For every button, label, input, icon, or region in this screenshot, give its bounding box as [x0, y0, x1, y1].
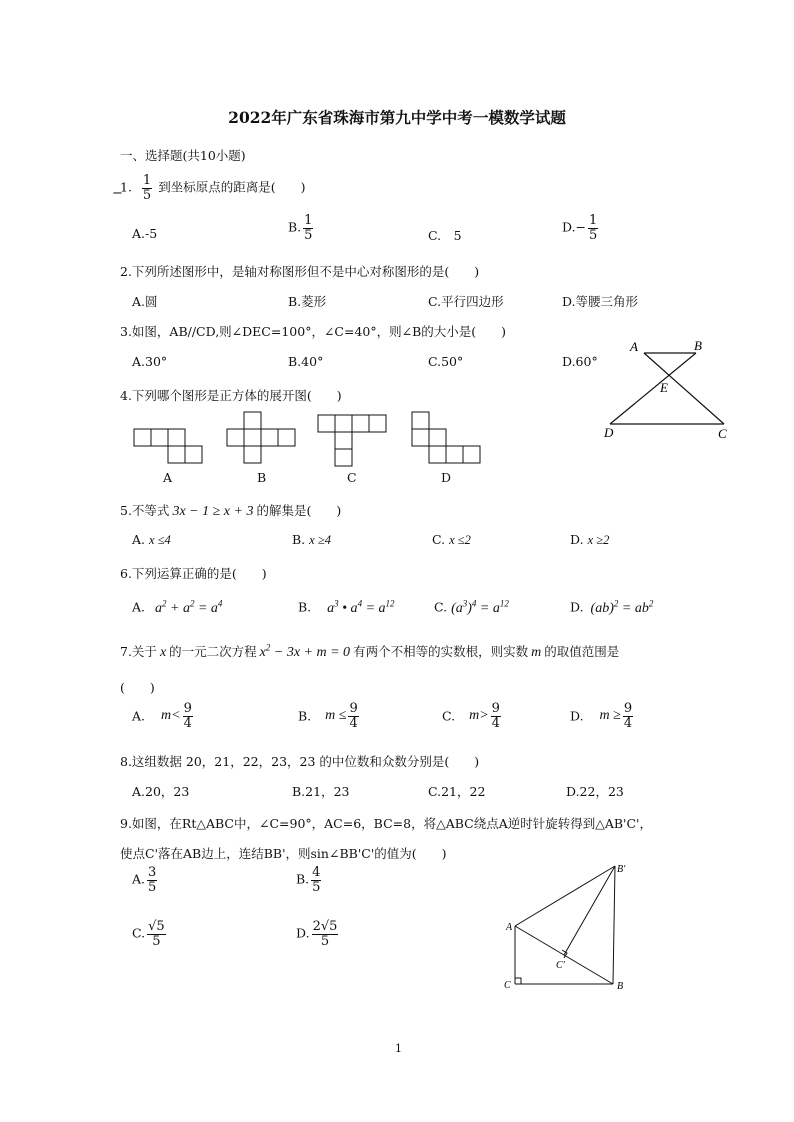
q7-option-d: D. m ≥ $\frac{9}{4}$ [570, 701, 633, 731]
q1-option-b: B. $\frac{1}{5}$ [288, 213, 313, 243]
question-5: 5.不等式 3x − 1 ≥ x + 3 的解集是( ) [120, 503, 342, 519]
page-title: 2022年广东省珠海市第九中学中考一模数学试题 [228, 108, 566, 127]
net-c [318, 415, 386, 466]
q1-minus-sign: − [112, 186, 123, 201]
label-e: E [660, 380, 668, 395]
label-a: A [630, 339, 638, 354]
q1-fraction: $\frac{1}{5}$ [142, 173, 152, 203]
segment-bb-prime [613, 866, 615, 984]
q4-label-c: C [347, 470, 357, 485]
q2-option-d: D.等腰三角形 [562, 294, 639, 309]
question-3: 3.如图，AB//CD,则∠DEC=100°，∠C=40°，则∠B的大小是( ) [120, 324, 507, 339]
q9-option-c: C. $\frac{√5}{5}$ [132, 919, 165, 949]
q3-option-a: A.30° [132, 354, 168, 369]
q1-option-d: D.− $\frac{1}{5}$ [562, 213, 598, 243]
q4-nets [130, 410, 490, 490]
label-b: B [617, 981, 624, 992]
net-b [227, 412, 295, 463]
label-c: C [718, 426, 727, 441]
q9-figure [498, 856, 648, 996]
segment-b-prime-c-prime [564, 866, 615, 955]
question-7: 7.关于 x 的一元二次方程 $x^2 - 3x + m = 0$ 有两个不相等的实数根，则实数 m 的取值范围是 [120, 642, 620, 660]
net-d [412, 412, 480, 463]
q7-paren: ( ) [120, 680, 155, 695]
question-9-line-2: 使点C'落在AB边上，连结BB'，则sin∠BB'C'的值为( ) [120, 846, 447, 861]
q6-option-a: A. $a^2 + a^2 = a^4$ [132, 598, 223, 616]
right-angle-c [515, 978, 521, 984]
question-1: 1. $\frac{1}{5}$ 到坐标原点的距离是( ) [120, 173, 306, 203]
question-9-line-1: 9.如图，在Rt△ABC中，∠C=90°，AC=6，BC=8，将△ABC绕点A逆时针旋转得到△AB'C'， [120, 816, 652, 831]
q1-option-c: C. 5 [428, 228, 462, 243]
question-2: 2.下列所述图形中，是轴对称图形但不是中心对称图形的是( ) [120, 264, 480, 279]
q7-option-b: B. m ≤ $\frac{9}{4}$ [298, 701, 358, 731]
q3-figure [596, 336, 736, 446]
q2-option-a: A.圆 [132, 294, 158, 309]
q9-option-d: D. $\frac{2√5}{5}$ [296, 919, 338, 949]
label-d: D [604, 425, 614, 440]
q2-option-c: C.平行四边形 [428, 294, 504, 309]
q9-option-a: A. $\frac{3}{5}$ [132, 865, 157, 895]
q8-option-b: B.21，23 [292, 784, 350, 799]
segment-ab-prime [515, 866, 615, 926]
label-a: A [506, 922, 513, 933]
q5-option-d: D. x ≥2 [570, 532, 610, 547]
question-6: 6.下列运算正确的是( ) [120, 566, 267, 581]
q6-option-b: B. $a^3$ • $a^4 = a^{12}$ [298, 598, 395, 616]
q3-option-c: C.50° [428, 354, 464, 369]
q1-option-a: A.-5 [132, 226, 158, 241]
label-c-prime: C' [556, 960, 565, 971]
q2-option-b: B.菱形 [288, 294, 327, 309]
q8-option-c: C.21，22 [428, 784, 486, 799]
q7-option-a: A. m< $\frac{9}{4}$ [132, 701, 192, 731]
q3-option-d: D.60° [562, 354, 598, 369]
net-a [134, 429, 202, 463]
q4-label-a: A [163, 470, 173, 485]
page-number: 1 [395, 1042, 402, 1055]
q5-option-a: A. x ≤4 [132, 532, 171, 547]
q8-option-d: D.22，23 [566, 784, 624, 799]
q5-option-c: C. x ≤2 [432, 532, 471, 547]
section-heading: 一、选择题(共10小题) [120, 148, 246, 163]
q6-option-c: C. $(a^3)^4 = a^{12}$ [434, 598, 509, 616]
question-4: 4.下列哪个图形是正方体的展开图( ) [120, 388, 342, 403]
q6-option-d: D. $(ab)^2 = ab^2$ [570, 598, 654, 616]
label-c: C [504, 980, 511, 991]
q4-label-b: B [257, 470, 267, 485]
q8-option-a: A.20，23 [132, 784, 190, 799]
q9-option-b: B. $\frac{4}{5}$ [296, 865, 321, 895]
label-b: B [694, 338, 702, 353]
q4-label-d: D [441, 470, 452, 485]
q3-option-b: B.40° [288, 354, 324, 369]
question-8: 8.这组数据 20，21，22，23，23 的中位数和众数分别是( ) [120, 754, 480, 769]
q5-option-b: B. x ≥4 [292, 532, 331, 547]
label-b-prime: B' [617, 864, 626, 875]
q7-option-c: C. m> $\frac{9}{4}$ [442, 701, 500, 731]
